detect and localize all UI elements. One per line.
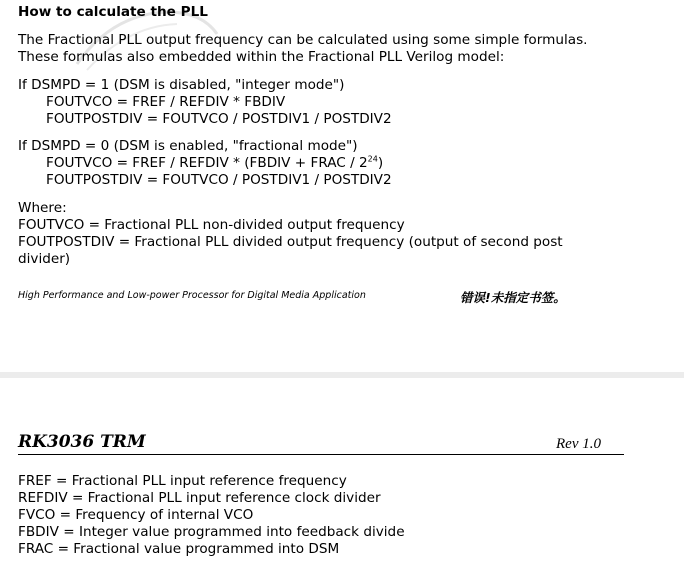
vco-formula-suffix: ) [377,155,384,171]
vco-formula-exponent: 24 [367,154,378,164]
integer-mode-condition: If DSMPD = 1 (DSM is disabled, "integer mode") [18,77,345,93]
where-definition-2: FOUTPOSTDIV = Fractional PLL divided output frequency (output of second post [18,234,563,250]
definition-frac: FRAC = Fractional value programmed into DSM [18,541,340,557]
definition-fvco: FVCO = Frequency of internal VCO [18,507,254,523]
page-footer-bookmark-error: 错误!未指定书签。 [460,290,566,305]
page-header-title: RK3036 TRM [18,432,146,452]
integer-mode-vco-formula: FOUTVCO = FREF / REFDIV * FBDIV [46,94,286,110]
definition-fbdiv: FBDIV = Integer value programmed into feedback divide [18,524,405,540]
fractional-mode-postdiv-formula: FOUTPOSTDIV = FOUTVCO / POSTDIV1 / POSTDIV2 [46,172,392,188]
page-footer-title: High Performance and Low-power Processor for Digital Media Application [18,290,366,301]
where-definition-1: FOUTVCO = Fractional PLL non-divided output frequency [18,217,405,233]
definition-refdiv: REFDIV = Fractional PLL input reference clock divider [18,490,381,506]
vco-formula-prefix: FOUTVCO = FREF / REFDIV * (FBDIV + FRAC / 2 [46,155,368,171]
header-divider [18,454,624,455]
intro-line-2: These formulas also embedded within the Fractional PLL Verilog model: [18,49,505,65]
intro-line-1: The Fractional PLL output frequency can be calculated using some simple formulas. [18,32,588,48]
integer-mode-postdiv-formula: FOUTPOSTDIV = FOUTVCO / POSTDIV1 / POSTDIV2 [46,111,392,127]
definition-fref: FREF = Fractional PLL input reference frequency [18,473,347,489]
fractional-mode-vco-formula [46,155,383,172]
where-label: Where: [18,200,67,216]
section-heading: How to calculate the PLL [18,4,208,20]
fractional-mode-condition: If DSMPD = 0 (DSM is enabled, "fractional mode") [18,138,358,154]
page-header-revision: Rev 1.0 [556,436,601,452]
document-page-2 [0,378,684,568]
where-definition-2-continued: divider) [18,251,71,267]
